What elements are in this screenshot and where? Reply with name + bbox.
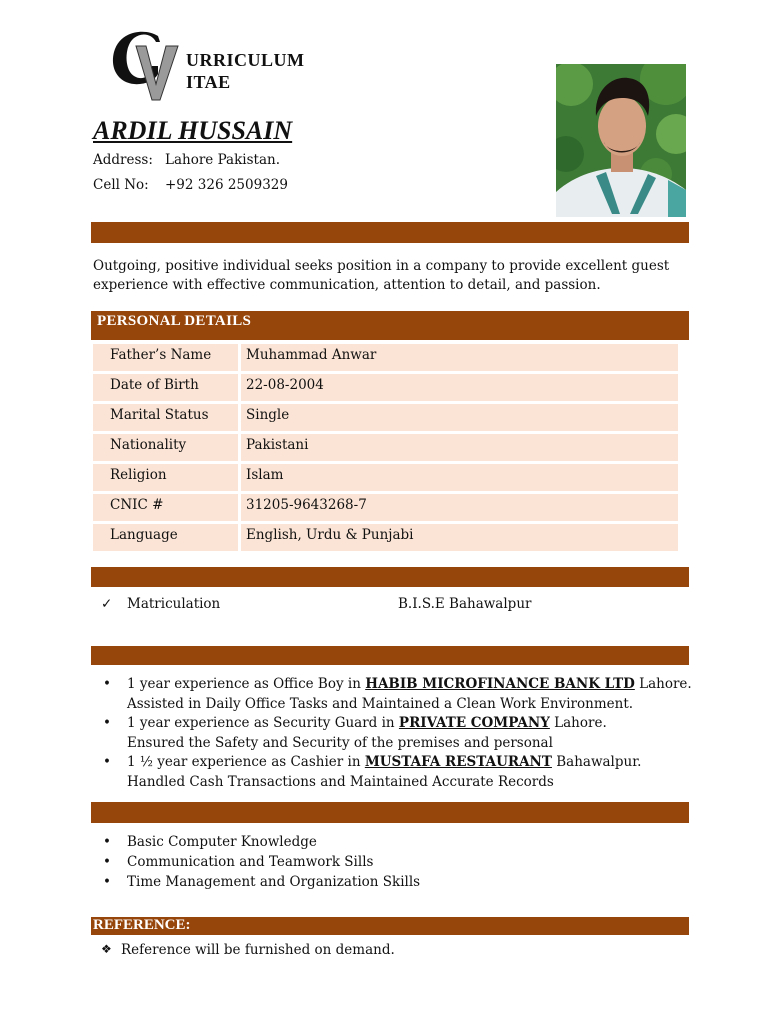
bullet-icon: • xyxy=(103,874,111,890)
table-row xyxy=(93,404,678,431)
detail-key: Marital Status xyxy=(110,407,209,423)
diamond-bullet-icon: ❖ xyxy=(101,942,112,956)
reference-text: Reference will be furnished on demand. xyxy=(121,942,395,958)
personal-details-bar xyxy=(91,311,689,340)
detail-value: English, Urdu & Punjabi xyxy=(246,527,414,543)
table-row xyxy=(93,374,678,401)
bullet-icon: • xyxy=(103,676,111,692)
employer-name: PRIVATE COMPANY xyxy=(398,715,550,731)
reference-title: REFERENCE: xyxy=(93,917,191,933)
cell-label: Cell No: xyxy=(93,177,149,193)
bullet-icon: • xyxy=(103,854,111,870)
experience-detail: Assisted in Daily Office Tasks and Maintained a Clean Work Environment. xyxy=(127,695,634,712)
table-row xyxy=(93,434,678,461)
table-row xyxy=(93,344,678,371)
cv-logo xyxy=(106,26,326,106)
detail-key: Father’s Name xyxy=(110,347,212,363)
experience-list xyxy=(103,675,692,792)
detail-value: 22-08-2004 xyxy=(246,377,324,393)
detail-key: Religion xyxy=(110,467,167,483)
logo-line-2: ITAE xyxy=(186,72,231,92)
bullet-icon: • xyxy=(103,834,111,850)
bullet-icon: • xyxy=(103,754,111,770)
personal-details-title: PERSONAL DETAILS xyxy=(97,313,252,329)
education-section-bar xyxy=(91,567,689,587)
profile-photo xyxy=(556,64,686,217)
portrait-image xyxy=(556,64,686,217)
objective-text: Outgoing, positive individual seeks position in a company to provide excellent guest experience with effective communication, attention to detail, and passion. xyxy=(93,258,670,293)
address-label: Address: xyxy=(93,152,153,168)
list-item: • Time Management and Organization Skills xyxy=(103,874,421,890)
table-row xyxy=(93,494,678,521)
detail-value: Pakistani xyxy=(246,437,309,453)
table-row xyxy=(93,524,678,551)
list-item: • Communication and Teamwork Sills xyxy=(103,854,374,870)
list-item: • Basic Computer Knowledge xyxy=(103,834,317,850)
detail-value: 31205-9643268-7 xyxy=(246,497,367,513)
cv-monogram-icon xyxy=(106,26,186,106)
experience-detail: Handled Cash Transactions and Maintained Accurate Records xyxy=(127,773,554,790)
checkmark-icon: ✓ xyxy=(101,596,113,612)
list-item: • 1 year experience as Office Boy in HABIB MICROFINANCE BANK LTD Lahore. xyxy=(103,675,692,695)
bullet-icon: • xyxy=(103,715,111,731)
list-item: • 1 ½ year experience as Cashier in MUSTAFA RESTAURANT Bahawalpur. xyxy=(103,753,692,773)
employer-name: MUSTAFA RESTAURANT xyxy=(364,754,552,770)
detail-value: Muhammad Anwar xyxy=(246,347,377,363)
detail-value: Islam xyxy=(246,467,284,483)
experience-section-bar xyxy=(91,646,689,665)
candidate-name: ARDIL HUSSAIN xyxy=(93,116,293,145)
board-name: B.I.S.E Bahawalpur xyxy=(398,596,532,612)
employer-name: HABIB MICROFINANCE BANK LTD xyxy=(365,676,635,692)
address-value: Lahore Pakistan. xyxy=(165,152,280,168)
skills-list xyxy=(103,832,420,892)
list-item: • 1 year experience as Security Guard in PRIVATE COMPANY Lahore. xyxy=(103,714,692,734)
detail-key: Language xyxy=(110,527,178,543)
cell-value: +92 326 2509329 xyxy=(165,177,288,193)
detail-key: Nationality xyxy=(110,437,187,453)
detail-key: CNIC # xyxy=(110,497,164,513)
qualification: Matriculation xyxy=(127,596,221,612)
reference-section-bar xyxy=(91,917,689,935)
objective-section-bar xyxy=(91,222,689,243)
experience-detail: Ensured the Safety and Security of the premises and personal xyxy=(127,734,553,751)
detail-key: Date of Birth xyxy=(110,377,199,393)
detail-value: Single xyxy=(246,407,290,423)
skills-section-bar xyxy=(91,802,689,823)
table-row xyxy=(93,464,678,491)
logo-line-1: URRICULUM xyxy=(186,50,305,70)
